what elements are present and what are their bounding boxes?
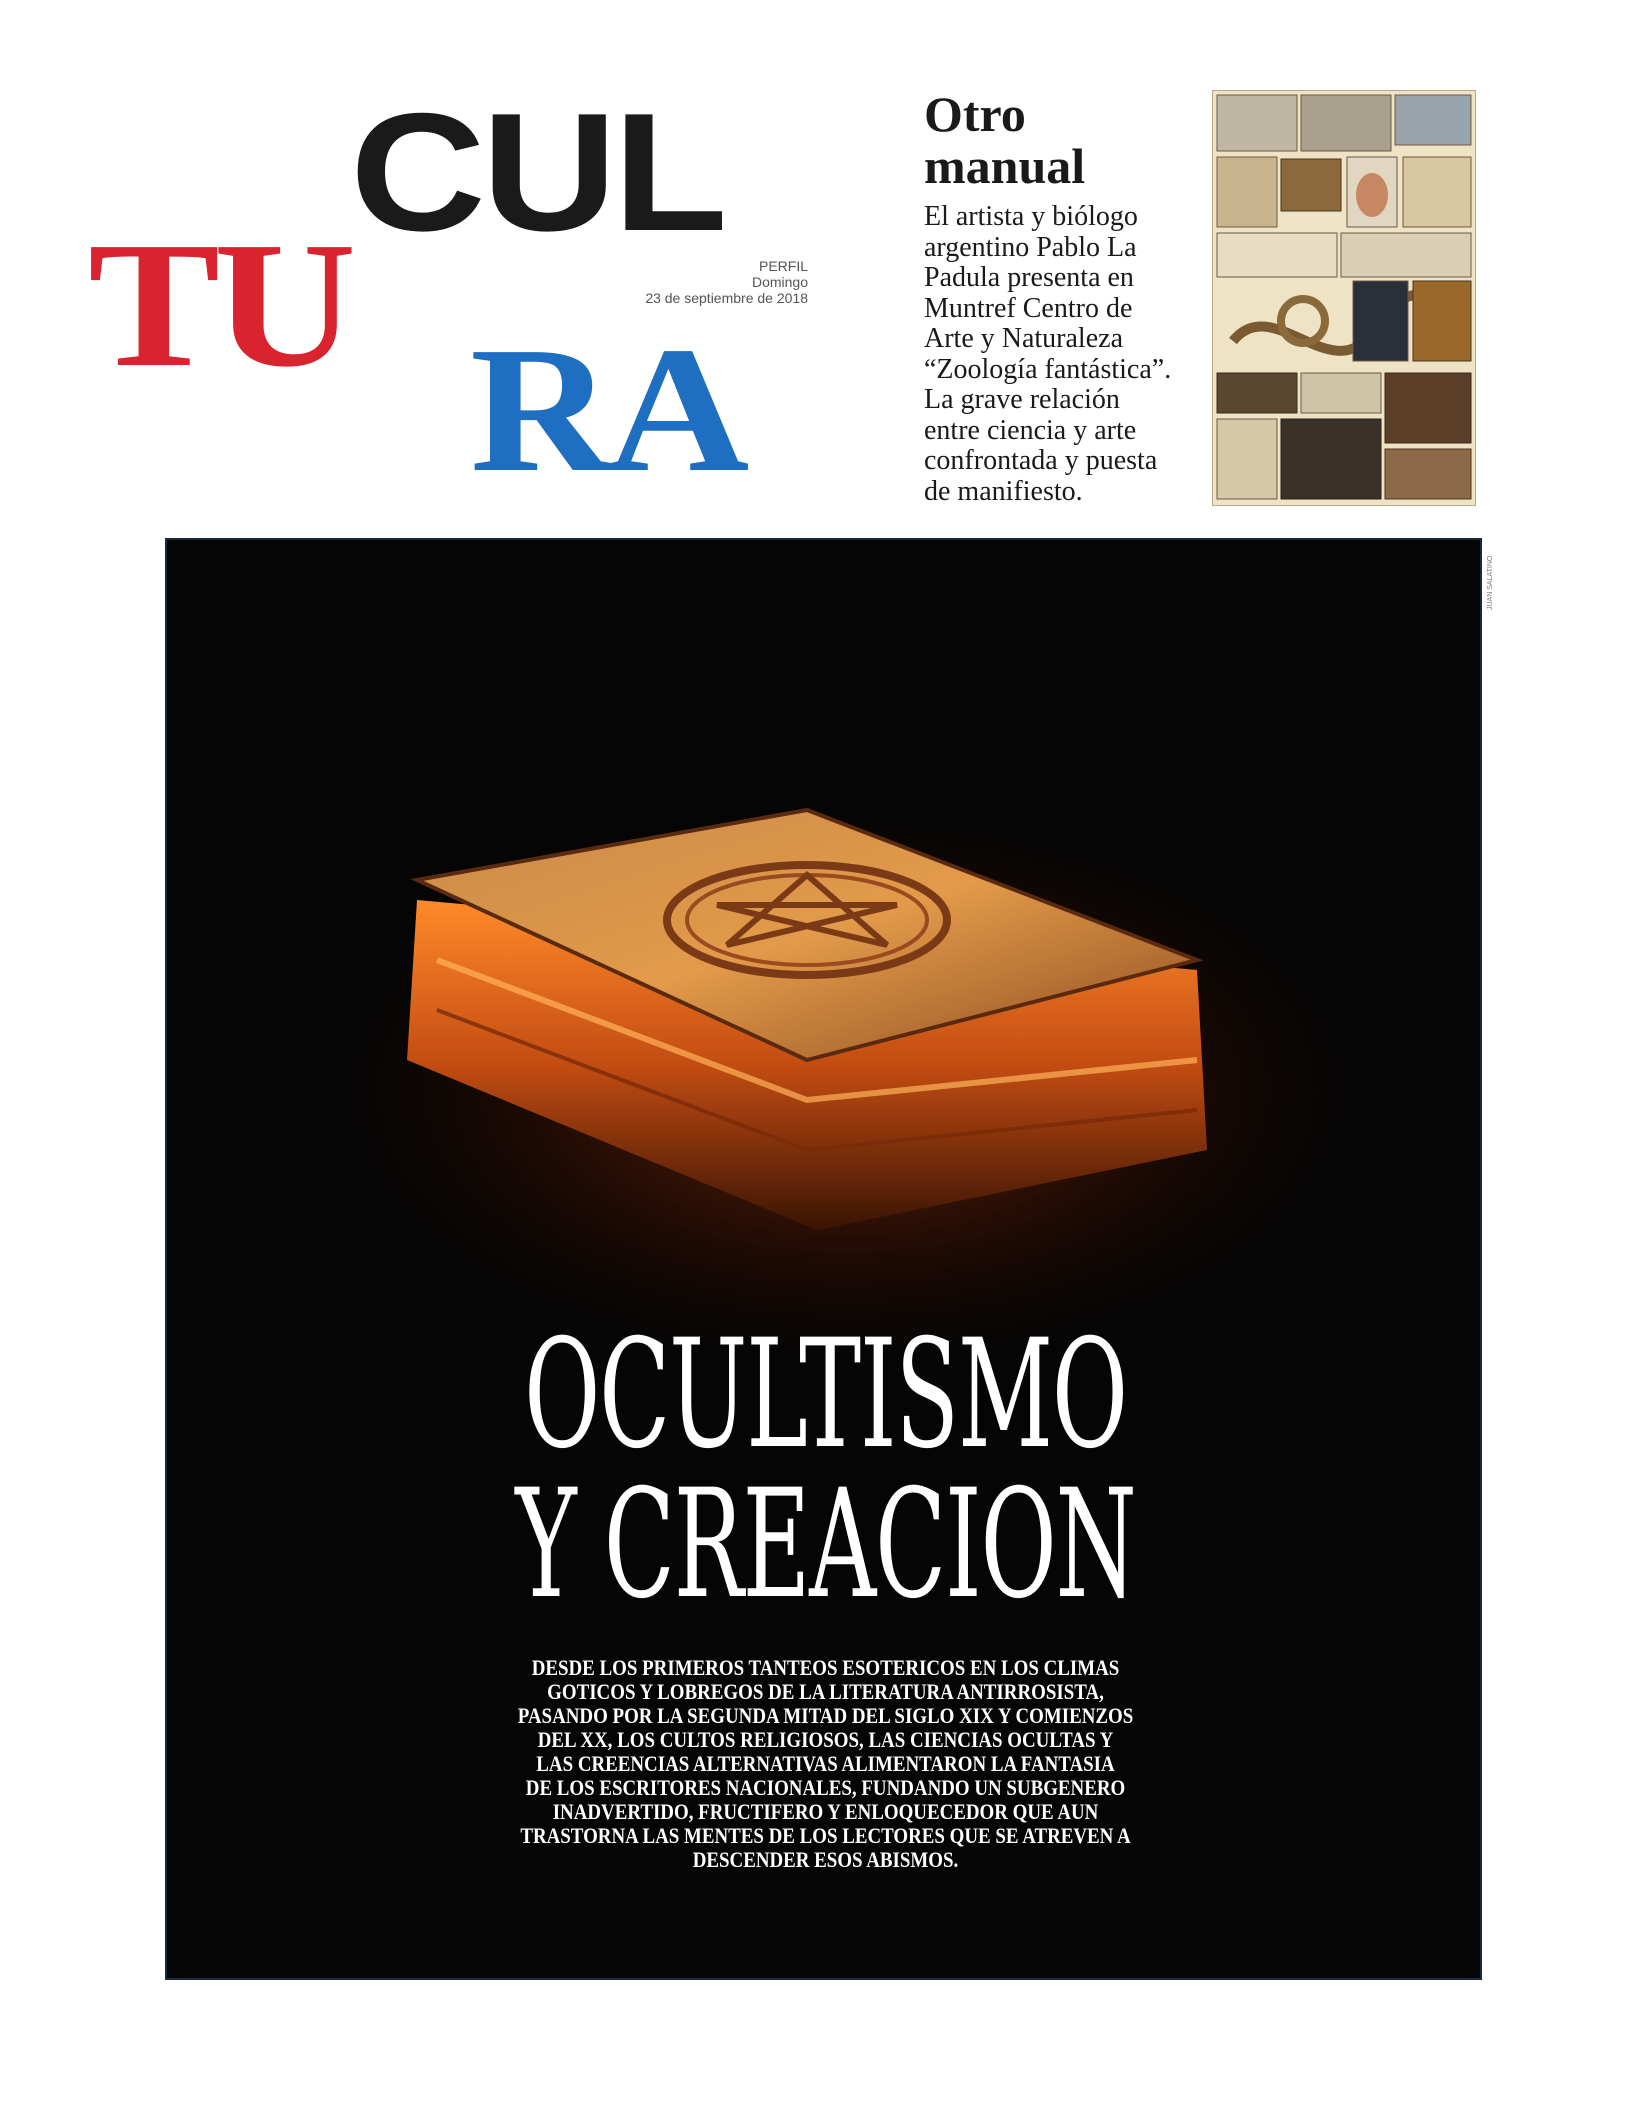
teaser-body-line: argentino Pablo La <box>924 231 1137 263</box>
teaser-body-line: entre ciencia y arte <box>924 414 1137 446</box>
photo-credit: JUAN SALATINO <box>1487 555 1494 610</box>
cover-panel[interactable] <box>165 538 1482 1980</box>
teaser-body-line: Arte y Naturaleza <box>924 323 1123 354</box>
deck-line: DESCENDER ESOS ABISMOS. <box>692 1847 959 1872</box>
teaser-body-line: confrontada y puesta <box>924 445 1158 476</box>
deck-line: DESDE LOS PRIMEROS TANTEOS ESOTERICOS EN LOS CLIMAS <box>531 1655 1120 1680</box>
teaser-body-line: Padula presenta en <box>924 262 1134 293</box>
deck-line: DEL XX, LOS CULTOS RELIGIOSOS, LAS CIENCIAS OCULTAS Y <box>537 1727 1114 1752</box>
masthead <box>0 0 920 520</box>
teaser-title <box>924 88 1194 192</box>
headline-line: OCULTISMO <box>524 1308 1127 1482</box>
teaser-collage-image[interactable] <box>1212 90 1476 506</box>
cover-headline <box>167 1308 1482 1632</box>
publication-date: 23 de septiembre de 2018 <box>645 290 808 306</box>
publication-info <box>638 258 808 306</box>
deck-line: PASANDO POR LA SEGUNDA MITAD DEL SIGLO XIX Y COMIENZOS <box>517 1703 1134 1728</box>
cover-deck <box>167 1656 1482 1872</box>
teaser-body-line: El artista y biólogo <box>924 201 1138 232</box>
teaser[interactable] <box>924 88 1194 507</box>
deck-line: TRASTORNA LAS MENTES DE LOS LECTORES QUE SE ATREVEN A <box>520 1823 1131 1848</box>
deck-line: DE LOS ESCRITORES NACIONALES, FUNDANDO UN SUBGENERO <box>525 1775 1126 1800</box>
book-illustration <box>167 540 1482 1440</box>
teaser-body-line: “Zoología fantástica”. <box>924 353 1172 385</box>
publication-name: PERFIL <box>758 258 808 274</box>
deck-line: INADVERTIDO, FRUCTIFERO Y ENLOQUECEDOR QUE AUN <box>552 1799 1099 1824</box>
masthead-tu: TU <box>88 205 350 404</box>
headline-line: Y CREACION <box>515 1458 1136 1632</box>
teaser-title-line: Otro <box>924 86 1026 142</box>
teaser-body-line: de manifiesto. <box>924 475 1083 507</box>
deck-line: GOTICOS Y LOBREGOS DE LA LITERATURA ANTIRROSISTA, <box>547 1679 1104 1704</box>
masthead-ra: RA <box>470 310 743 509</box>
teaser-body <box>924 202 1194 507</box>
deck-line: LAS CREENCIAS ALTERNATIVAS ALIMENTARON LA FANTASIA <box>536 1751 1115 1776</box>
teaser-title-line: manual <box>924 138 1086 194</box>
teaser-body-line: La grave relación <box>924 384 1120 415</box>
teaser-body-line: Muntref Centro de <box>924 292 1133 324</box>
masthead-cul: CUL <box>350 78 724 266</box>
publication-weekday: Domingo <box>751 274 808 290</box>
